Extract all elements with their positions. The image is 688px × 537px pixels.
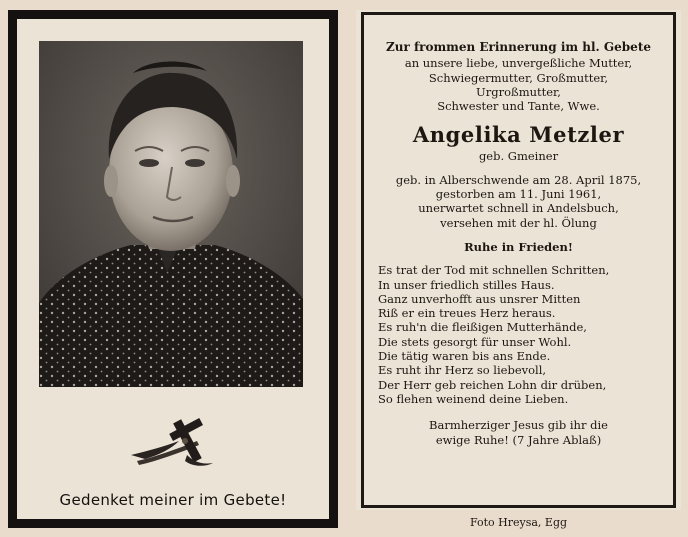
life-date-line: geb. in Alberschwende am 28. April 1875,	[395, 172, 642, 187]
life-dates-block	[364, 173, 673, 230]
left-caption: Gedenket meiner im Gebete!	[59, 491, 287, 509]
life-date-line: gestorben am 11. Juni 1961,	[435, 187, 602, 202]
life-date-line: versehen mit der hl. Ölung	[440, 215, 597, 230]
life-date-line: unerwartet schnell in Andelsbuch,	[418, 201, 619, 216]
poem-line: Der Herr geb reichen Lohn dir drüben,	[378, 377, 607, 392]
relation-line: Urgroßmutter,	[476, 84, 561, 99]
poem-line: Die tätig waren bis ans Ende.	[378, 349, 551, 364]
relations-block	[364, 56, 673, 113]
photo-credit: Foto Hreysa, Egg	[469, 516, 568, 529]
memorial-photo-card	[8, 10, 338, 528]
poem-line: So flehen weinend deine Lieben.	[378, 391, 569, 406]
photo-card-inner	[17, 19, 329, 519]
closing-line: Barmherziger Jesus gib ihr die	[429, 418, 608, 433]
memorial-text-card	[356, 10, 681, 510]
rest-in-peace: Ruhe in Frieden!	[464, 239, 573, 254]
poem-line: Riß er ein treues Herz heraus.	[378, 306, 556, 321]
closing-prayer	[364, 418, 673, 447]
deceased-name: Angelika Metzler	[412, 122, 625, 148]
header-line: Zur frommen Erinnerung im hl. Gebete	[385, 40, 651, 54]
poem-line: Es ruh'n die fleißigen Mutterhände,	[378, 320, 587, 335]
closing-line: ewige Ruhe! (7 Jahre Ablaß)	[435, 432, 602, 447]
maiden-name: geb. Gmeiner	[478, 149, 559, 164]
portrait-image	[39, 41, 303, 387]
poem-line: Die stets gesorgt für unser Wohl.	[378, 334, 572, 349]
poem-line: Es ruht ihr Herz so liebevoll,	[378, 363, 547, 378]
relation-line: an unsere liebe, unvergeßliche Mutter,	[404, 56, 633, 71]
poem-block	[364, 263, 673, 406]
portrait-photo	[39, 41, 303, 387]
relation-line: Schwiegermutter, Großmutter,	[428, 70, 609, 85]
poem-line: Ganz unverhofft aus unsrer Mitten	[378, 291, 581, 306]
relation-line: Schwester und Tante, Wwe.	[437, 99, 600, 114]
cross-and-palm-icon	[127, 411, 219, 473]
memorial-text	[364, 40, 673, 447]
poem-line: In unser friedlich stilles Haus.	[378, 277, 555, 292]
poem-line: Es trat der Tod mit schnellen Schritten,	[378, 263, 610, 278]
